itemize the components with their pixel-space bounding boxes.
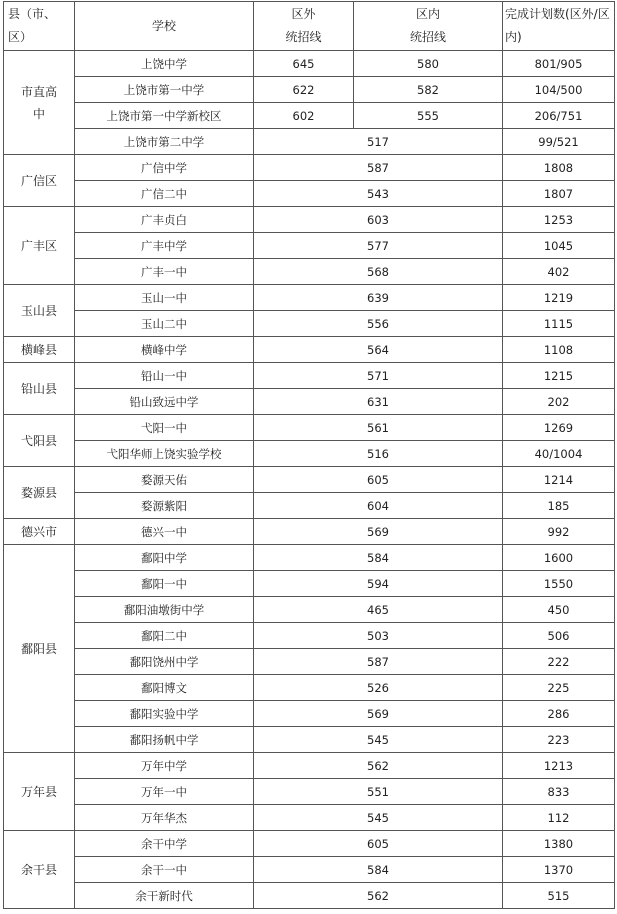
plan-cell: 1600 <box>503 545 615 571</box>
score-cell: 603 <box>254 207 503 233</box>
school-cell: 余干新时代 <box>75 883 254 909</box>
score-cell: 587 <box>254 649 503 675</box>
school-cell: 万年华杰 <box>75 805 254 831</box>
score-cell: 556 <box>254 311 503 337</box>
plan-cell: 1115 <box>503 311 615 337</box>
county-cell: 市直高中 <box>4 51 75 155</box>
table-row <box>4 285 615 311</box>
county-cell: 婺源县 <box>4 467 75 519</box>
score-cell: 594 <box>254 571 503 597</box>
outside-score-cell: 622 <box>254 77 354 103</box>
plan-cell: 1213 <box>503 753 615 779</box>
header-outside-line-2: 统招线 <box>285 30 322 44</box>
table-row <box>4 155 615 181</box>
county-cell: 广丰区 <box>4 207 75 285</box>
table-row <box>4 337 615 363</box>
plan-cell: 1214 <box>503 467 615 493</box>
header-plan: 完成计划数(区外/区内) <box>503 2 615 51</box>
table-row <box>4 831 615 857</box>
school-cell: 鄱阳二中 <box>75 623 254 649</box>
school-cell: 鄱阳实验中学 <box>75 701 254 727</box>
score-cell: 571 <box>254 363 503 389</box>
plan-cell: 112 <box>503 805 615 831</box>
header-county: 县（市、区） <box>4 2 75 51</box>
table-row <box>4 129 615 155</box>
table-row <box>4 103 615 129</box>
plan-cell: 1380 <box>503 831 615 857</box>
school-cell: 广丰一中 <box>75 259 254 285</box>
plan-cell: 1807 <box>503 181 615 207</box>
plan-cell: 1550 <box>503 571 615 597</box>
score-cell: 561 <box>254 415 503 441</box>
county-cell: 铅山县 <box>4 363 75 415</box>
header-inside-line-1: 区内 <box>415 7 440 21</box>
table-row <box>4 779 615 805</box>
header-row <box>4 2 615 51</box>
school-cell: 婺源天佑 <box>75 467 254 493</box>
school-cell: 弋阳一中 <box>75 415 254 441</box>
school-cell: 鄱阳博文 <box>75 675 254 701</box>
plan-cell: 99/521 <box>503 129 615 155</box>
table-row <box>4 597 615 623</box>
school-cell: 广丰贞白 <box>75 207 254 233</box>
school-cell: 上饶市第一中学 <box>75 77 254 103</box>
table-row <box>4 77 615 103</box>
school-cell: 鄱阳扬帆中学 <box>75 727 254 753</box>
plan-cell: 206/751 <box>503 103 615 129</box>
header-school: 学校 <box>75 2 254 51</box>
score-cell: 569 <box>254 519 503 545</box>
table-row <box>4 649 615 675</box>
outside-score-cell: 645 <box>254 51 354 77</box>
table-row <box>4 363 615 389</box>
table-row <box>4 675 615 701</box>
score-cell: 465 <box>254 597 503 623</box>
plan-cell: 104/500 <box>503 77 615 103</box>
header-inside-line-2: 统招线 <box>409 30 446 44</box>
score-cell: 545 <box>254 805 503 831</box>
header-outside-line-1: 区外 <box>291 7 316 21</box>
score-cell: 516 <box>254 441 503 467</box>
table-row <box>4 701 615 727</box>
table-row <box>4 311 615 337</box>
inside-score-cell: 555 <box>354 103 503 129</box>
county-cell: 万年县 <box>4 753 75 831</box>
score-cell: 545 <box>254 727 503 753</box>
school-cell: 广信中学 <box>75 155 254 181</box>
school-cell: 广丰中学 <box>75 233 254 259</box>
plan-cell: 1108 <box>503 337 615 363</box>
plan-cell: 1215 <box>503 363 615 389</box>
school-cell: 鄱阳中学 <box>75 545 254 571</box>
score-cell: 584 <box>254 857 503 883</box>
plan-cell: 286 <box>503 701 615 727</box>
plan-cell: 992 <box>503 519 615 545</box>
plan-cell: 223 <box>503 727 615 753</box>
school-cell: 万年一中 <box>75 779 254 805</box>
plan-cell: 1269 <box>503 415 615 441</box>
score-cell: 587 <box>254 155 503 181</box>
table-row <box>4 519 615 545</box>
score-cell: 605 <box>254 467 503 493</box>
admission-score-table <box>3 1 615 909</box>
plan-cell: 402 <box>503 259 615 285</box>
county-cell: 德兴市 <box>4 519 75 545</box>
plan-cell: 450 <box>503 597 615 623</box>
plan-cell: 1219 <box>503 285 615 311</box>
table-row <box>4 753 615 779</box>
header-outside-line <box>254 2 354 51</box>
table-row <box>4 207 615 233</box>
school-cell: 万年中学 <box>75 753 254 779</box>
score-cell: 543 <box>254 181 503 207</box>
table-row <box>4 467 615 493</box>
school-cell: 鄱阳油墩街中学 <box>75 597 254 623</box>
school-cell: 横峰中学 <box>75 337 254 363</box>
school-cell: 鄱阳饶州中学 <box>75 649 254 675</box>
table-row <box>4 883 615 909</box>
inside-score-cell: 582 <box>354 77 503 103</box>
score-cell: 562 <box>254 883 503 909</box>
plan-cell: 506 <box>503 623 615 649</box>
school-cell: 铅山一中 <box>75 363 254 389</box>
table-row <box>4 51 615 77</box>
school-cell: 鄱阳一中 <box>75 571 254 597</box>
school-cell: 上饶市第二中学 <box>75 129 254 155</box>
school-cell: 弋阳华师上饶实验学校 <box>75 441 254 467</box>
plan-cell: 1045 <box>503 233 615 259</box>
county-cell: 鄱阳县 <box>4 545 75 753</box>
score-cell: 604 <box>254 493 503 519</box>
score-cell: 584 <box>254 545 503 571</box>
table-row <box>4 571 615 597</box>
school-cell: 德兴一中 <box>75 519 254 545</box>
plan-cell: 225 <box>503 675 615 701</box>
plan-cell: 1253 <box>503 207 615 233</box>
inside-score-cell: 580 <box>354 51 503 77</box>
table-row <box>4 493 615 519</box>
plan-cell: 801/905 <box>503 51 615 77</box>
score-cell: 562 <box>254 753 503 779</box>
school-cell: 上饶中学 <box>75 51 254 77</box>
plan-cell: 185 <box>503 493 615 519</box>
plan-cell: 515 <box>503 883 615 909</box>
plan-cell: 1808 <box>503 155 615 181</box>
county-cell: 弋阳县 <box>4 415 75 467</box>
county-cell: 余干县 <box>4 831 75 909</box>
plan-cell: 1370 <box>503 857 615 883</box>
score-cell: 503 <box>254 623 503 649</box>
plan-cell: 833 <box>503 779 615 805</box>
score-cell: 517 <box>254 129 503 155</box>
score-cell: 639 <box>254 285 503 311</box>
school-cell: 广信二中 <box>75 181 254 207</box>
plan-cell: 222 <box>503 649 615 675</box>
school-cell: 余干中学 <box>75 831 254 857</box>
table-row <box>4 545 615 571</box>
outside-score-cell: 602 <box>254 103 354 129</box>
school-cell: 余干一中 <box>75 857 254 883</box>
header-inside-line <box>354 2 503 51</box>
table-body <box>4 2 615 909</box>
table-row <box>4 233 615 259</box>
score-cell: 526 <box>254 675 503 701</box>
score-cell: 577 <box>254 233 503 259</box>
table-row <box>4 857 615 883</box>
table-row <box>4 259 615 285</box>
table-row <box>4 389 615 415</box>
table-row <box>4 415 615 441</box>
score-cell: 631 <box>254 389 503 415</box>
county-cell: 玉山县 <box>4 285 75 337</box>
county-cell: 横峰县 <box>4 337 75 363</box>
table-row <box>4 181 615 207</box>
school-cell: 玉山一中 <box>75 285 254 311</box>
table-row <box>4 441 615 467</box>
plan-cell: 40/1004 <box>503 441 615 467</box>
score-cell: 569 <box>254 701 503 727</box>
county-cell: 广信区 <box>4 155 75 207</box>
score-cell: 605 <box>254 831 503 857</box>
table-row <box>4 805 615 831</box>
school-cell: 铅山致远中学 <box>75 389 254 415</box>
score-cell: 564 <box>254 337 503 363</box>
school-cell: 上饶市第一中学新校区 <box>75 103 254 129</box>
score-cell: 568 <box>254 259 503 285</box>
table-row <box>4 727 615 753</box>
score-cell: 551 <box>254 779 503 805</box>
school-cell: 婺源紫阳 <box>75 493 254 519</box>
table-row <box>4 623 615 649</box>
school-cell: 玉山二中 <box>75 311 254 337</box>
plan-cell: 202 <box>503 389 615 415</box>
